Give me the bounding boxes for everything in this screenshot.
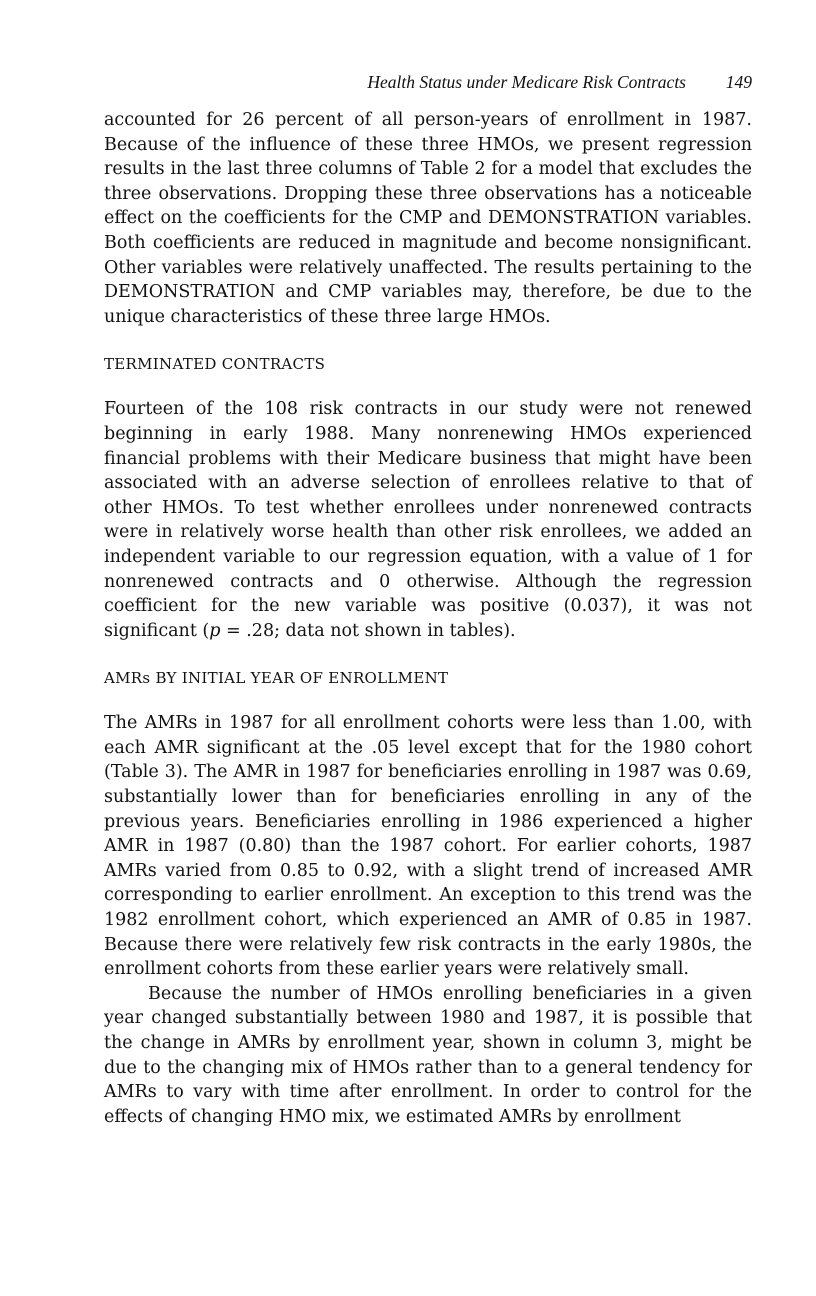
paragraph-terminated-contracts [104, 397, 752, 643]
page-number: 149 [725, 72, 752, 92]
paragraph-continued: accounted for 26 percent of all person-years of enrollment in 1987. Because of the influence of these three HMOs, we present regression results in the last three columns of Table 2 for a model that excludes the three observations. Dropping these three observations has a noticeable effect on the coefficients for the CMP and DEMONSTRATION variables. Both coefficients are reduced in magnitude and become nonsignificant. Other variables were relatively unaffected. The results pertaining to the DEMONSTRATION and CMP variables may, therefore, be due to the unique characteristics of these three large HMOs. [104, 110, 752, 327]
p-value-symbol: p [209, 620, 221, 641]
running-head [104, 72, 752, 106]
paragraph-text: Fourteen of the 108 risk contracts in our study were not renewed beginning in early 1988. Many nonrenewing HMOs experienced financial problems with their Medicare business that might have been associated with an adverse selection of enrollees relative to that of other HMOs. To test whether enrollees under nonrenewed contracts were in relatively worse health than other risk enrollees, we added an independent variable to our regression equation, with a value of 1 for nonrenewed contracts and 0 otherwise. Although the regression coefficient for the new variable was positive (0.037), it was not significant ( [104, 399, 752, 641]
section-heading-terminated-contracts: TERMINATED CONTRACTS [104, 355, 326, 374]
document-page [104, 72, 752, 1129]
paragraph-amrs-cohorts: The AMRs in 1987 for all enrollment cohorts were less than 1.00, with each AMR significant at the .05 level except that for the 1980 cohort (Table 3). The AMR in 1987 for beneficiaries enrolling in 1987 was 0.69, substantially lower than for beneficiaries enrolling in any of the previous years. Beneficiaries enrolling in 1986 experienced a higher AMR in 1987 (0.80) than the 1987 cohort. For earlier cohorts, 1987 AMRs varied from 0.85 to 0.92, with a slight trend of increased AMR corresponding to earlier enrollment. An exception to this trend was the 1982 enrollment cohort, which experienced an AMR of 0.85 in 1987. Because there were relatively few risk contracts in the early 1980s, the enrollment cohorts from these earlier years were relatively small. [104, 713, 752, 980]
paragraph-hmo-mix: Because the number of HMOs enrolling beneficiaries in a given year changed substantially between 1980 and 1987, it is possible that the change in AMRs by enrollment year, shown in column 3, might be due to the changing mix of HMOs rather than to a general tendency for AMRs to vary with time after enrollment. In order to control for the effects of changing HMO mix, we estimated AMRs by enrollment [104, 983, 752, 1127]
running-head-title: Health Status under Medicare Risk Contracts [367, 72, 686, 92]
section-heading-amrs-by-year: AMRs BY INITIAL YEAR OF ENROLLMENT [104, 669, 449, 688]
paragraph-text: = .28; data not shown in tables). [220, 620, 516, 641]
